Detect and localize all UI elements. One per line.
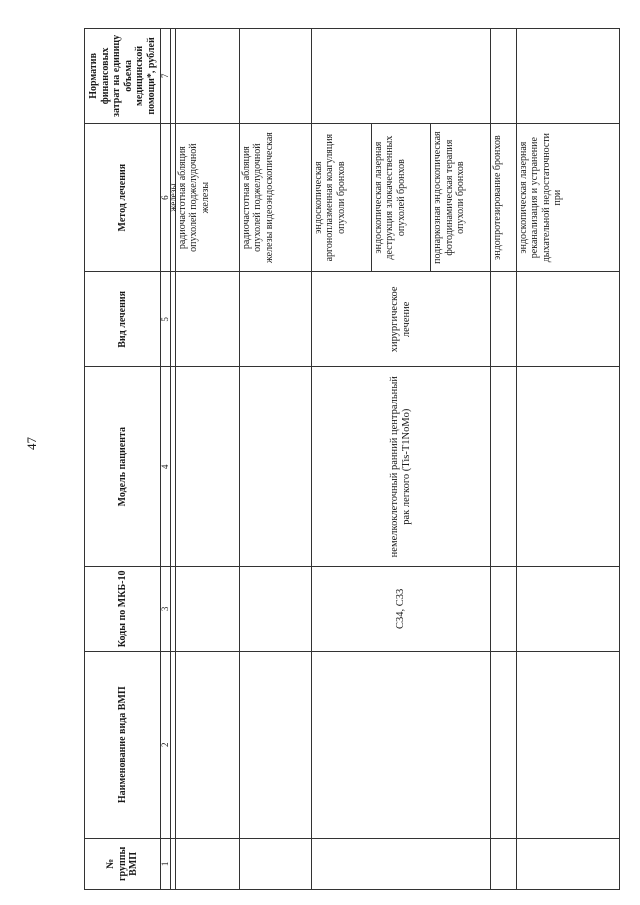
empty-cell — [516, 29, 619, 124]
empty-cell — [491, 567, 517, 652]
header-treatment-type: Вид лечения — [85, 272, 161, 367]
column-number: 7 — [161, 29, 170, 124]
header-method: Метод лечения — [85, 123, 161, 272]
treatment-type-cell: хирургическое лечение — [311, 272, 490, 367]
column-number: 4 — [161, 367, 170, 567]
header-codes: Коды по МКБ-10 — [85, 567, 161, 652]
method-cell: эндоскопическая лазерная реканализация и устранение дыхательной недостаточности при — [516, 123, 619, 272]
empty-cell — [516, 838, 619, 889]
method-cell: радиочастотная абляция опухолей поджелудочной железы — [175, 123, 239, 272]
empty-cell — [175, 567, 239, 652]
column-number: 1 — [161, 838, 170, 889]
empty-cell — [516, 567, 619, 652]
empty-cell — [311, 651, 490, 838]
empty-cell — [175, 651, 239, 838]
mkb-codes-cell: C34, C33 — [311, 567, 490, 652]
method-cell: эндоскопическая аргоноплазменная коагуляция опухоли бронхов — [311, 123, 371, 272]
method-cell: эндоскопическая лазерная деструкция злокачественных опухолей бронхов — [371, 123, 431, 272]
header-model: Модель пациента — [85, 367, 161, 567]
header-name: Наименование вида ВМП — [85, 651, 161, 838]
empty-cell — [311, 838, 490, 889]
empty-cell — [491, 651, 517, 838]
page-number: 47 — [24, 437, 39, 450]
empty-cell — [175, 29, 239, 124]
empty-cell — [175, 272, 239, 367]
empty-cell — [239, 567, 311, 652]
empty-cell — [491, 367, 517, 567]
method-cell: железы — [170, 123, 175, 272]
table-row — [311, 29, 371, 890]
table-row — [175, 29, 239, 890]
column-number: 6 — [161, 123, 170, 272]
empty-cell — [491, 29, 517, 124]
column-number-row — [161, 29, 170, 890]
column-number: 3 — [161, 567, 170, 652]
table-row — [239, 29, 311, 890]
empty-cell — [175, 367, 239, 567]
empty-cell — [239, 838, 311, 889]
method-cell: поднаркозная эндоскопическая фотодинамическая терапия опухоли бронхов — [431, 123, 491, 272]
method-cell: радиочастотная абляция опухолей поджелудочной железы видеоэндоскопическая — [239, 123, 311, 272]
empty-cell — [239, 272, 311, 367]
empty-cell — [311, 29, 490, 124]
patient-model-cell: немелкоклеточный ранний центральный рак легкого (Tis-T1NoMo) — [311, 367, 490, 567]
empty-cell — [239, 29, 311, 124]
vmp-table — [84, 28, 620, 890]
header-row — [85, 29, 161, 890]
column-number: 5 — [161, 272, 170, 367]
empty-cell — [516, 272, 619, 367]
empty-cell — [516, 651, 619, 838]
column-number: 2 — [161, 651, 170, 838]
method-cell: эндопротезирование бронхов — [491, 123, 517, 272]
empty-cell — [239, 651, 311, 838]
header-norm: Норматив финансовых затрат на единицу объема медицинской помощи*, рублей — [85, 29, 161, 124]
empty-cell — [175, 838, 239, 889]
empty-cell — [491, 838, 517, 889]
table-row — [516, 29, 619, 890]
empty-cell — [516, 367, 619, 567]
rotated-table-container — [84, 28, 620, 890]
empty-cell — [239, 367, 311, 567]
empty-cell — [491, 272, 517, 367]
table-row — [491, 29, 517, 890]
header-group: № группы ВМП — [85, 838, 161, 889]
